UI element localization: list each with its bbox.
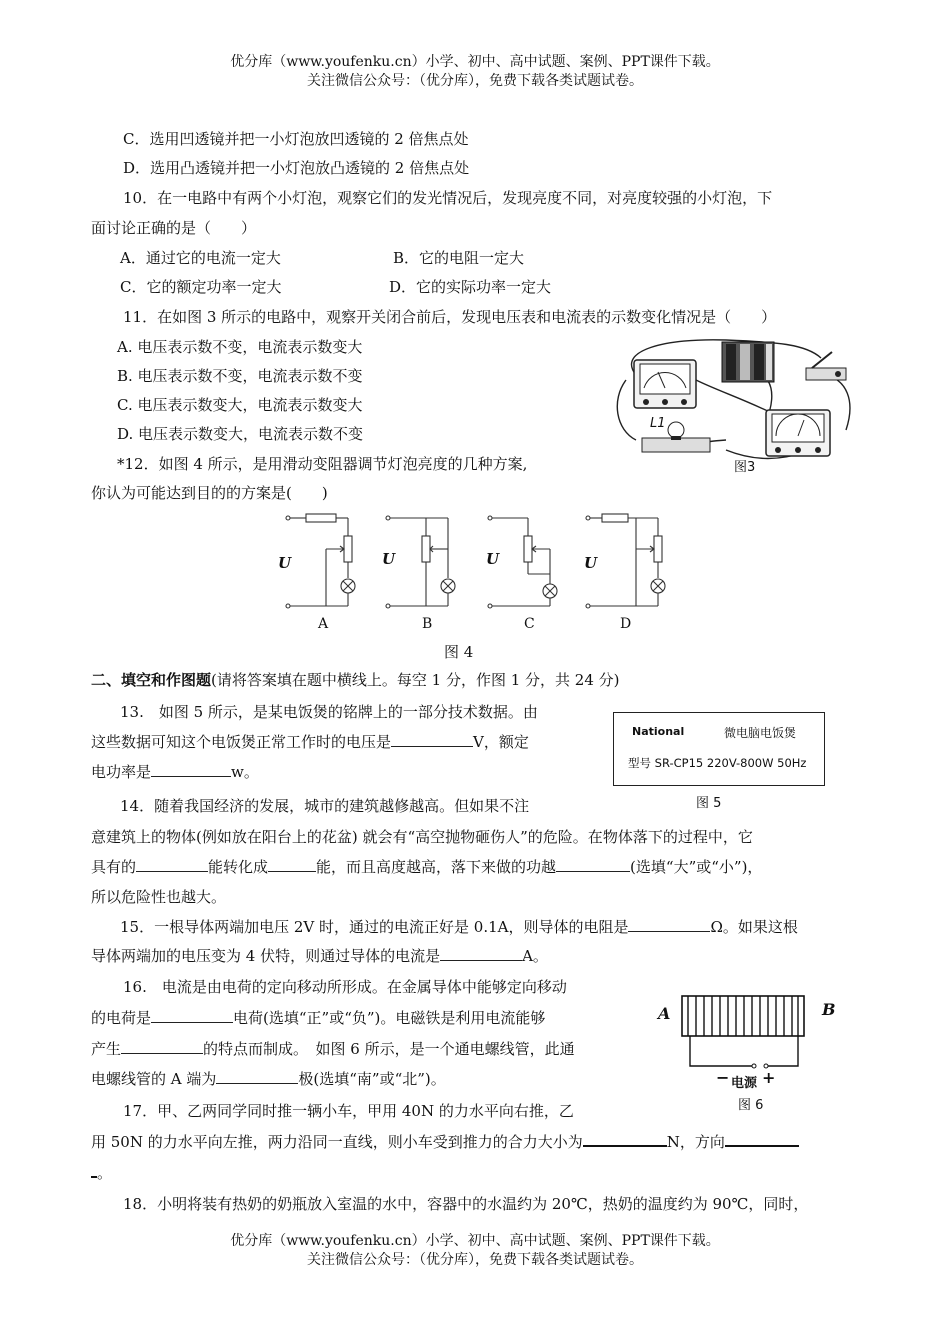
- figure-3: [606, 330, 862, 480]
- q16-line-3b: 的特点而制成。 如图 6 所示，是一个通电螺线管，此通: [203, 1040, 575, 1058]
- q17-force-blank[interactable]: [583, 1145, 667, 1147]
- q16-effect-blank[interactable]: [121, 1053, 203, 1054]
- power-minus-label: −: [716, 1068, 730, 1087]
- q13-line-3: [91, 762, 259, 782]
- q10-stem-1: 10．在一电路中有两个小灯泡，观察它们的发光情况后，发现亮度不同，对亮度较强的小灯泡，下: [123, 189, 773, 207]
- q13-line-3b: w。: [231, 763, 259, 781]
- nameplate-brand: National: [632, 725, 685, 738]
- q16-line-3a: 产生: [91, 1040, 122, 1058]
- q13-line-2: [91, 732, 529, 752]
- q17-line-1: 17．甲、乙两同学同时推一辆小车，甲用 40N 的力水平向右推，乙: [123, 1102, 574, 1120]
- q17-direction-blank[interactable]: [725, 1145, 799, 1147]
- solenoid-a-label: A: [658, 1004, 671, 1023]
- q15-line-2: [91, 946, 548, 966]
- circuit-a-letter: A: [318, 616, 329, 632]
- q10-stem-2: 面讨论正确的是（ ）: [91, 219, 257, 237]
- q9-option-c: C．选用凹透镜并把一小灯泡放凹透镜的 2 倍焦点处: [123, 130, 469, 148]
- q15-resistance-blank[interactable]: [628, 931, 710, 932]
- circuit-d-u-label: U: [584, 554, 598, 572]
- q13-power-blank[interactable]: [151, 776, 231, 777]
- switch-icon: [806, 352, 846, 380]
- q16-line-2a: 的电荷是: [91, 1009, 152, 1027]
- q17-line-2b: N，方向: [666, 1133, 725, 1151]
- q16-charge-blank[interactable]: [151, 1022, 233, 1023]
- q11-stem: 11．在如图 3 所示的电路中，观察开关闭合前后，发现电压表和电流表的示数变化情况是（ ）: [123, 308, 777, 326]
- circuit-b: [386, 516, 455, 608]
- q13-line-2b: V，额定: [473, 733, 529, 751]
- q13-line-3a: 电功率是: [91, 763, 152, 781]
- section-2-title: 二、填空和作图题: [91, 671, 212, 689]
- q16-pole-blank[interactable]: [216, 1083, 298, 1084]
- q15-line-1b: Ω。如果这根: [710, 918, 798, 936]
- circuit-b-letter: B: [422, 616, 433, 632]
- circuit-c-u-label: U: [486, 550, 500, 568]
- q15-current-blank[interactable]: [440, 960, 522, 961]
- circuit-a: [286, 514, 355, 608]
- q14-line-3d: (选填“大”或“小”)，: [630, 858, 763, 876]
- power-plus-label: +: [762, 1068, 776, 1087]
- q14-line-3a: 具有的: [91, 858, 137, 876]
- circuit-b-u-label: U: [382, 550, 396, 568]
- power-source-label: 电源: [731, 1076, 758, 1091]
- q14-line-2: 意建筑上的物体(例如放在阳台上的花盆) 就会有“高空抛物砸伤人”的危险。在物体落下的过程中，它: [91, 828, 753, 846]
- q10-option-d: D．它的实际功率一定大: [389, 278, 552, 296]
- q17-line-2a: 用 50N 的力水平向左推，两力沿同一直线，则小车受到推力的合力大小为: [91, 1133, 583, 1151]
- q16-line-4a: 电螺线管的 A 端为: [91, 1070, 217, 1088]
- circuit-a-u-label: U: [278, 554, 292, 572]
- q12-stem-2: 你认为可能达到目的的方案是( ): [91, 484, 328, 502]
- nameplate-model: 型号 SR-CP15 220V-800W 50Hz: [628, 756, 807, 770]
- q13-line-1: 13. 如图 5 所示，是某电饭煲的铭牌上的一部分技术数据。由: [120, 703, 538, 721]
- figure-6-caption: 图 6: [738, 1098, 764, 1113]
- q16-line-2: [91, 1008, 545, 1028]
- nameplate-product: 微电脑电饭煲: [724, 726, 797, 740]
- q11-option-c: C. 电压表示数变大，电流表示数变大: [117, 396, 363, 414]
- q14-blank-3[interactable]: [556, 871, 630, 872]
- ammeter-icon: [766, 410, 830, 456]
- q16-line-2b: 电荷(选填“正”或“负”)。电磁铁是利用电流能够: [233, 1009, 546, 1027]
- q10-option-b: B．它的电阻一定大: [393, 249, 525, 267]
- q11-option-d: D. 电压表示数变大，电流表示数不变: [117, 425, 364, 443]
- q14-line-4: 所以危险性也越大。: [91, 888, 227, 906]
- q16-line-3: [91, 1039, 575, 1059]
- q14-line-3: [91, 857, 762, 877]
- circuit-c-letter: C: [524, 616, 535, 632]
- figure-3-l1-label: L1: [650, 416, 666, 431]
- circuit-d: [586, 514, 665, 608]
- q16-line-1: 16. 电流是由电荷的定向移动所形成。在金属导体中能够定向移动: [123, 978, 567, 996]
- footer-line-1: 优分库（www.youfenku.cn）小学、初中、高中试题、案例、PPT课件下载。: [230, 1233, 720, 1249]
- battery-icon: [722, 342, 774, 382]
- q17-line-3: [91, 1163, 112, 1183]
- header-line-2: 关注微信公众号：（优分库），免费下载各类试题试卷。: [307, 73, 643, 89]
- q14-line-1: 14．随着我国经济的发展，城市的建筑越修越高。但如果不注: [120, 797, 530, 815]
- q15-line-1: [120, 917, 798, 937]
- q13-line-2a: 这些数据可知这个电饭煲正常工作时的电压是: [91, 733, 392, 751]
- q11-option-a: A. 电压表示数不变，电流表示数变大: [117, 338, 363, 356]
- solenoid-b-label: B: [822, 1000, 836, 1019]
- q9-option-d: D．选用凸透镜并把一小灯泡放凸透镜的 2 倍焦点处: [123, 159, 470, 177]
- footer-line-2: 关注微信公众号：（优分库），免费下载各类试题试卷。: [307, 1252, 643, 1268]
- figure-5-nameplate: [613, 712, 825, 786]
- figure-4-caption: 图 4: [444, 643, 474, 661]
- q17-line-2: [91, 1132, 799, 1152]
- header-line-1: 优分库（www.youfenku.cn）小学、初中、高中试题、案例、PPT课件下载。: [230, 54, 720, 70]
- q17-line-3-text: 。: [97, 1164, 113, 1182]
- figure-3-caption: 图3: [734, 460, 756, 475]
- q13-voltage-blank[interactable]: [391, 746, 473, 747]
- figure-6: [656, 990, 846, 1120]
- q11-option-b: B. 电压表示数不变，电流表示数不变: [117, 367, 363, 385]
- q16-line-4b: 极(选填“南”或“北”)。: [298, 1070, 446, 1088]
- figure-5-caption: 图 5: [696, 796, 722, 811]
- q14-line-3c: 能，而且高度越高，落下来做的功越: [316, 858, 557, 876]
- q10-option-a: A．通过它的电流一定大: [120, 249, 281, 267]
- section-2-note: (请将答案填在题中横线上。每空 1 分，作图 1 分，共 24 分): [211, 671, 620, 689]
- section-2-heading: [91, 670, 620, 690]
- q14-blank-1[interactable]: [136, 871, 208, 872]
- q15-line-1a: 15．一根导体两端加电压 2V 时，通过的电流正好是 0.1A，则导体的电阻是: [120, 918, 629, 936]
- q16-line-4: [91, 1069, 446, 1089]
- voltmeter-icon: [634, 360, 696, 408]
- figure-4: [270, 508, 690, 638]
- q14-line-3b: 能转化成: [208, 858, 269, 876]
- q10-option-c: C．它的额定功率一定大: [120, 278, 282, 296]
- q14-blank-2[interactable]: [268, 871, 316, 872]
- circuit-d-letter: D: [620, 616, 632, 632]
- q12-stem-1: *12．如图 4 所示，是用滑动变阻器调节灯泡亮度的几种方案,: [117, 455, 528, 473]
- q18-line-1: 18．小明将装有热奶的奶瓶放入室温的水中，容器中的水温约为 20℃，热奶的温度约为 90℃，同时，: [123, 1195, 809, 1213]
- q15-line-2b: A。: [522, 947, 548, 965]
- q15-line-2a: 导体两端加的电压变为 4 伏特，则通过导体的电流是: [91, 947, 441, 965]
